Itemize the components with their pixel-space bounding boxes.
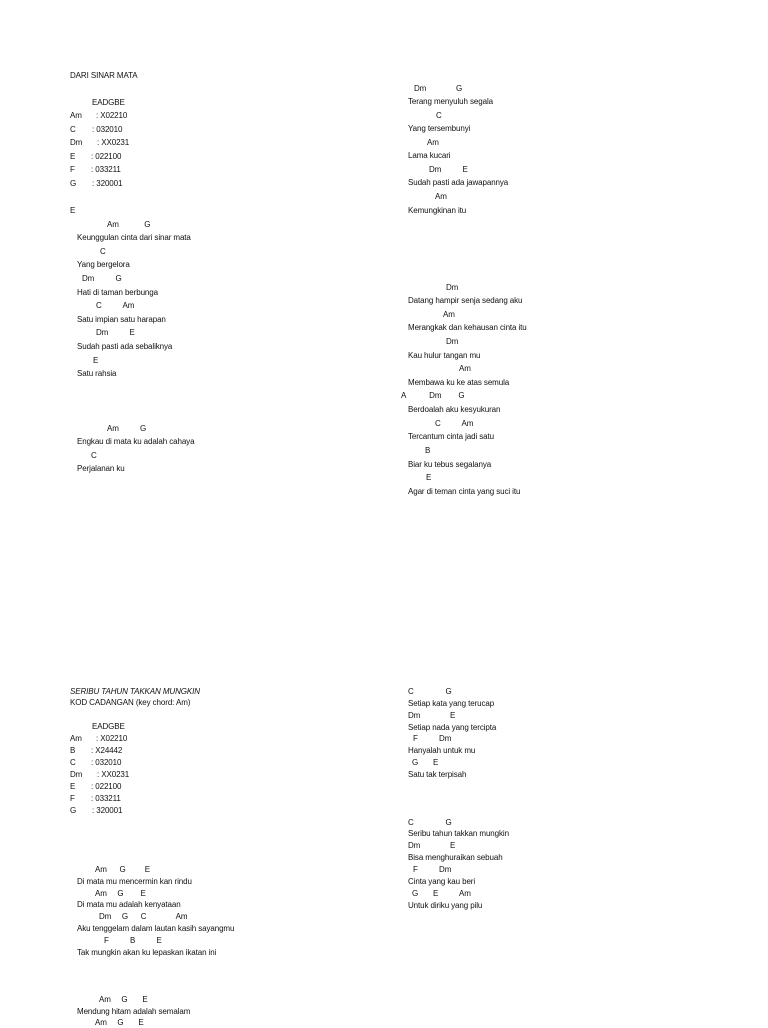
lyric-line: Datang hampir senja sedang aku <box>408 296 523 305</box>
chord-fret: : 022100 <box>91 782 122 791</box>
lyric-line: Sudah pasti ada jawapannya <box>408 178 509 187</box>
chord-line: A Dm G <box>401 391 465 400</box>
lyric-line: Hati di taman berbunga <box>77 288 158 297</box>
lyric-line: Tak mungkin akan ku lepaskan ikatan ini <box>77 948 217 957</box>
chord-line: E <box>70 206 76 215</box>
lyric-line: Keunggulan cinta dari sinar mata <box>77 233 191 242</box>
chord-line: E <box>93 356 99 365</box>
lyric-line: Yang bergelora <box>77 260 130 269</box>
chord-name: C <box>70 758 76 767</box>
chord-line: C <box>100 247 106 256</box>
chord-line: C Am <box>435 419 474 428</box>
chord-name: G <box>70 179 77 188</box>
chord-line: C G <box>408 687 452 696</box>
lyric-line: Untuk diriku yang pilu <box>408 901 483 910</box>
lyric-line: Terang menyuluh segala <box>408 97 493 106</box>
chord-name: E <box>70 782 76 791</box>
chord-name: Am <box>70 111 82 120</box>
chord-fret: : 033211 <box>91 794 121 803</box>
chord-line: F B E <box>104 936 162 945</box>
chord-line: Am G E <box>95 1018 144 1027</box>
lyric-line: Berdoalah aku kesyukuran <box>408 405 501 414</box>
chord-line: Dm <box>446 337 459 346</box>
chord-line: Am G <box>107 220 151 229</box>
chord-fret: : 032010 <box>91 758 122 767</box>
lyric-line: Kemungkinan itu <box>408 206 467 215</box>
chord-fret: : X02210 <box>96 734 128 743</box>
chord-line: Am <box>435 192 447 201</box>
chord-name: Dm <box>70 770 83 779</box>
chord-line: Am G E <box>99 995 148 1004</box>
lyric-line: Satu tak terpisah <box>408 770 467 779</box>
chord-line: F Dm <box>413 865 452 874</box>
chord-line: Dm G <box>414 84 463 93</box>
lyric-line: Kau hulur tangan mu <box>408 351 481 360</box>
chord-line: Dm E <box>408 841 456 850</box>
lyric-line: Sudah pasti ada sebaliknya <box>77 342 173 351</box>
chord-line: Am G E <box>95 889 146 898</box>
chord-line: C Am <box>96 301 135 310</box>
lyric-line: Di mata mu mencermin kan rindu <box>77 877 192 886</box>
chord-line: C <box>91 451 97 460</box>
chord-line: C G <box>408 818 452 827</box>
chord-line: Am <box>459 364 471 373</box>
lyric-line: Yang tersembunyi <box>408 124 471 133</box>
lyric-line: Seribu tahun takkan mungkin <box>408 829 509 838</box>
song1-tuning-header: EADGBE <box>92 98 125 107</box>
chord-fret: : XX0231 <box>97 138 130 147</box>
lyric-line: Lama kucari <box>408 151 451 160</box>
chord-line: Dm E <box>429 165 468 174</box>
lyric-line: Tercantum cinta jadi satu <box>408 432 494 441</box>
lyric-line: Biar ku tebus segalanya <box>408 460 492 469</box>
chord-line: Dm E <box>408 711 456 720</box>
chord-fret: : X02210 <box>96 111 128 120</box>
lyric-line: Setiap kata yang terucap <box>408 699 495 708</box>
chord-fret: : 320001 <box>92 806 123 815</box>
chord-name: B <box>70 746 76 755</box>
chord-line: Am G E <box>95 865 150 874</box>
lyric-line: Engkau di mata ku adalah cahaya <box>77 437 195 446</box>
lyric-line: Membawa ku ke atas semula <box>408 378 510 387</box>
chord-name: C <box>70 125 76 134</box>
chord-name: Dm <box>70 138 83 147</box>
song1-title: DARI SINAR MATA <box>70 71 138 80</box>
chord-line: F Dm <box>413 734 452 743</box>
lyric-line: Satu impian satu harapan <box>77 315 166 324</box>
song2-subtitle: KOD CADANGAN (key chord: Am) <box>70 698 191 707</box>
chord-line: Am <box>443 310 455 319</box>
chord-name: F <box>70 165 75 174</box>
chord-fret: : 320001 <box>92 179 123 188</box>
chord-line: Dm G C Am <box>99 912 188 921</box>
chord-fret: : 033211 <box>91 165 121 174</box>
chord-fret: : 022100 <box>91 152 122 161</box>
chord-line: Dm G <box>82 274 122 283</box>
lyric-line: Merangkak dan kehausan cinta itu <box>408 323 527 332</box>
chord-line: Am <box>427 138 439 147</box>
chord-name: Am <box>70 734 82 743</box>
lyric-line: Hanyalah untuk mu <box>408 746 476 755</box>
lyric-line: Cinta yang kau beri <box>408 877 476 886</box>
chord-line: C <box>436 111 442 120</box>
lyric-line: Satu rahsia <box>77 369 117 378</box>
lyric-line: Aku tenggelam dalam lautan kasih sayangmu <box>77 924 235 933</box>
song2-tuning-header: EADGBE <box>92 722 125 731</box>
chord-line: E <box>426 473 432 482</box>
chord-line: Am G <box>107 424 147 433</box>
lyric-line: Agar di teman cinta yang suci itu <box>408 487 521 496</box>
chord-line: G E Am <box>412 889 471 898</box>
song2-title: SERIBU TAHUN TAKKAN MUNGKIN <box>70 687 200 696</box>
chord-line: G E <box>412 758 439 767</box>
lyric-line: Setiap nada yang tercipta <box>408 723 497 732</box>
lyric-line: Perjalanan ku <box>77 464 125 473</box>
lyric-line: Bisa menghuraikan sebuah <box>408 853 503 862</box>
chord-name: E <box>70 152 76 161</box>
lyric-line: Di mata mu adalah kenyataan <box>77 900 181 909</box>
chord-line: B <box>425 446 431 455</box>
chord-line: Dm E <box>96 328 135 337</box>
chord-fret: : X24442 <box>91 746 123 755</box>
chord-name: F <box>70 794 75 803</box>
chord-fret: : XX0231 <box>97 770 130 779</box>
chord-line: Dm <box>446 283 459 292</box>
chord-name: G <box>70 806 77 815</box>
chord-fret: : 032010 <box>92 125 123 134</box>
lyric-line: Mendung hitam adalah semalam <box>77 1007 191 1016</box>
